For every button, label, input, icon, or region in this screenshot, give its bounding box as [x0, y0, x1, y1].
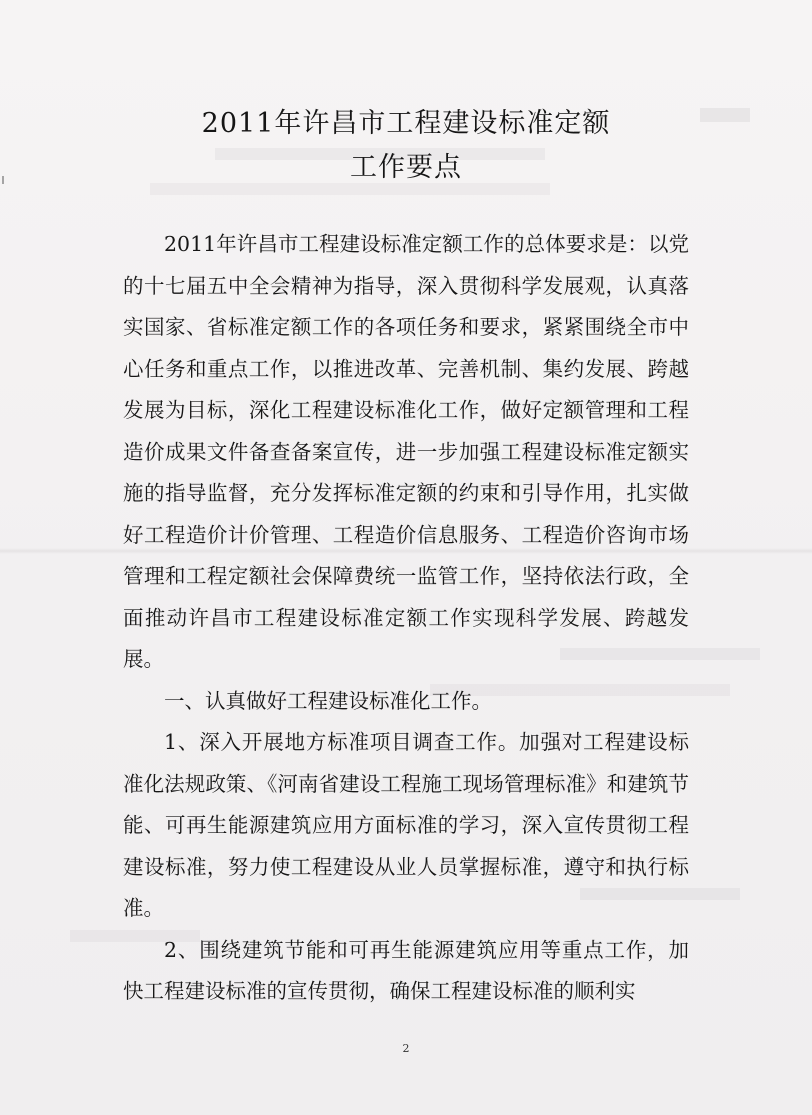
document-title-line-2: 工作要点 — [350, 152, 462, 183]
paragraph-general-requirements: 2011年许昌市工程建设标准定额工作的总体要求是：以党的十七届五中全会精神为指导，深入贯彻科学发展观，认真落实国家、省标准定额工作的各项任务和要求，紧紧围绕全市中心任务和重点工作，以推进改革、完善机制、集约发展、跨越发展为目标，深化工程建设标准化工作，做好定额管理和工程造价成果文件备查备案宣传，进一步加强工程建设标准定额实施的指导监督，充分发挥标准定额的约束和引导作用，扎实做好工程造价计价管理、工程造价信息服务、工程造价咨询市场管理和工程定额社会保障费统一监管工作，坚持依法行政，全面推动许昌市工程建设标准定额工作实现科学发展、跨越发展。 — [123, 232, 689, 671]
paragraph-item-1: 1、深入开展地方标准项目调查工作。加强对工程建设标准化法规政策、《河南省建设工程施工现场管理标准》和建筑节能、可再生能源建筑应用方面标准的学习，深入宣传贯彻工程建设标准，努力使工程建设从业人员掌握标准，遵守和执行标准。 — [123, 730, 689, 920]
paragraph-item-2: 2、围绕建筑节能和可再生能源建筑应用等重点工作，加快工程建设标准的宣传贯彻，确保工程建设标准的顺利实 — [123, 937, 689, 1003]
show-through-smudge — [150, 183, 550, 195]
section-heading-1: 一、认真做好工程建设标准化工作。 — [164, 688, 492, 713]
document-body — [123, 224, 689, 1013]
document-title-line-1: 2011年许昌市工程建设标准定额 — [201, 108, 611, 139]
page-number: 2 — [402, 1042, 410, 1055]
